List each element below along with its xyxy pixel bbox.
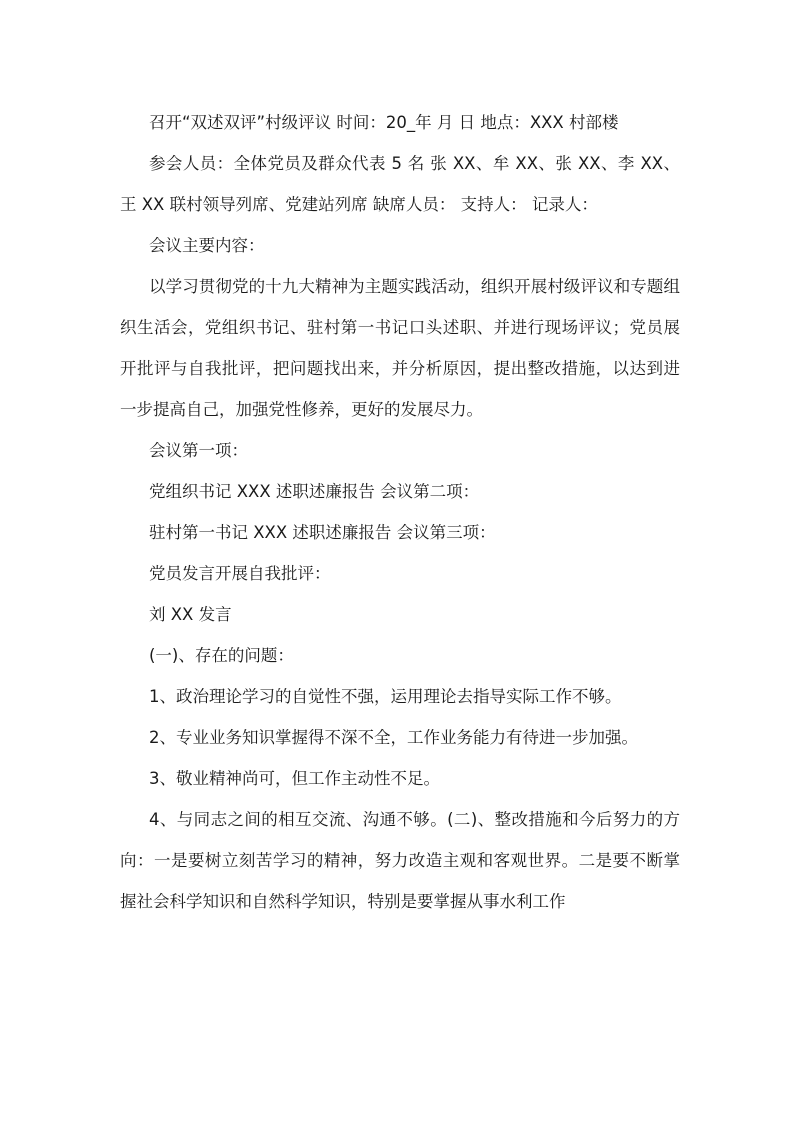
document-body (120, 102, 680, 922)
paragraph-secretary-report: 党组织书记 XXX 述职述廉报告 会议第二项： (149, 482, 480, 501)
paragraph-problem-2: 2、专业业务知识掌握得不深不全，工作业务能力有待进一步加强。 (149, 728, 638, 747)
paragraph-problem-1: 1、政治理论学习的自觉性不强，运用理论去指导实际工作不够。 (149, 687, 622, 706)
paragraph-problems-heading: (一)、存在的问题： (149, 646, 294, 665)
paragraph-problem-3: 3、敬业精神尚可，但工作主动性不足。 (149, 769, 440, 788)
paragraph-main-content-heading: 会议主要内容： (149, 236, 265, 255)
paragraph-first-secretary-report: 驻村第一书记 XXX 述职述廉报告 会议第三项： (149, 523, 496, 542)
paragraph-speaker: 刘 XX 发言 (149, 605, 232, 624)
paragraph-meeting-time-place: 召开“双述双评”村级评议 时间：20_年 月 日 地点：XXX 村部楼 (149, 113, 619, 132)
paragraph-attendees: 参会人员：全体党员及群众代表 5 名 张 XX、牟 XX、张 XX、李 XX、王 XX 联村领导列席、党建站列席 缺席人员： 支持人： 记录人： (120, 154, 680, 214)
paragraph-item-one-heading: 会议第一项： (149, 441, 248, 460)
paragraph-self-criticism-heading: 党员发言开展自我批评： (149, 564, 331, 583)
paragraph-main-content: 以学习贯彻党的十九大精神为主题实践活动，组织开展村级评议和专题组织生活会，党组织书记、驻村第一书记口头述职、并进行现场评议；党员展开批评与自我批评，把问题找出来，并分析原因，提出整改措施，以达到进一步提高自己，加强党性修养，更好的发展尽力。 (120, 277, 680, 419)
paragraph-problem-4-and-measures: 4、与同志之间的相互交流、沟通不够。(二)、整改措施和今后努力的方向：一是要树立刻苦学习的精神，努力改造主观和客观世界。二是要不断掌握社会科学知识和自然科学知识，特别是要掌握从事水利工作 (120, 810, 680, 911)
